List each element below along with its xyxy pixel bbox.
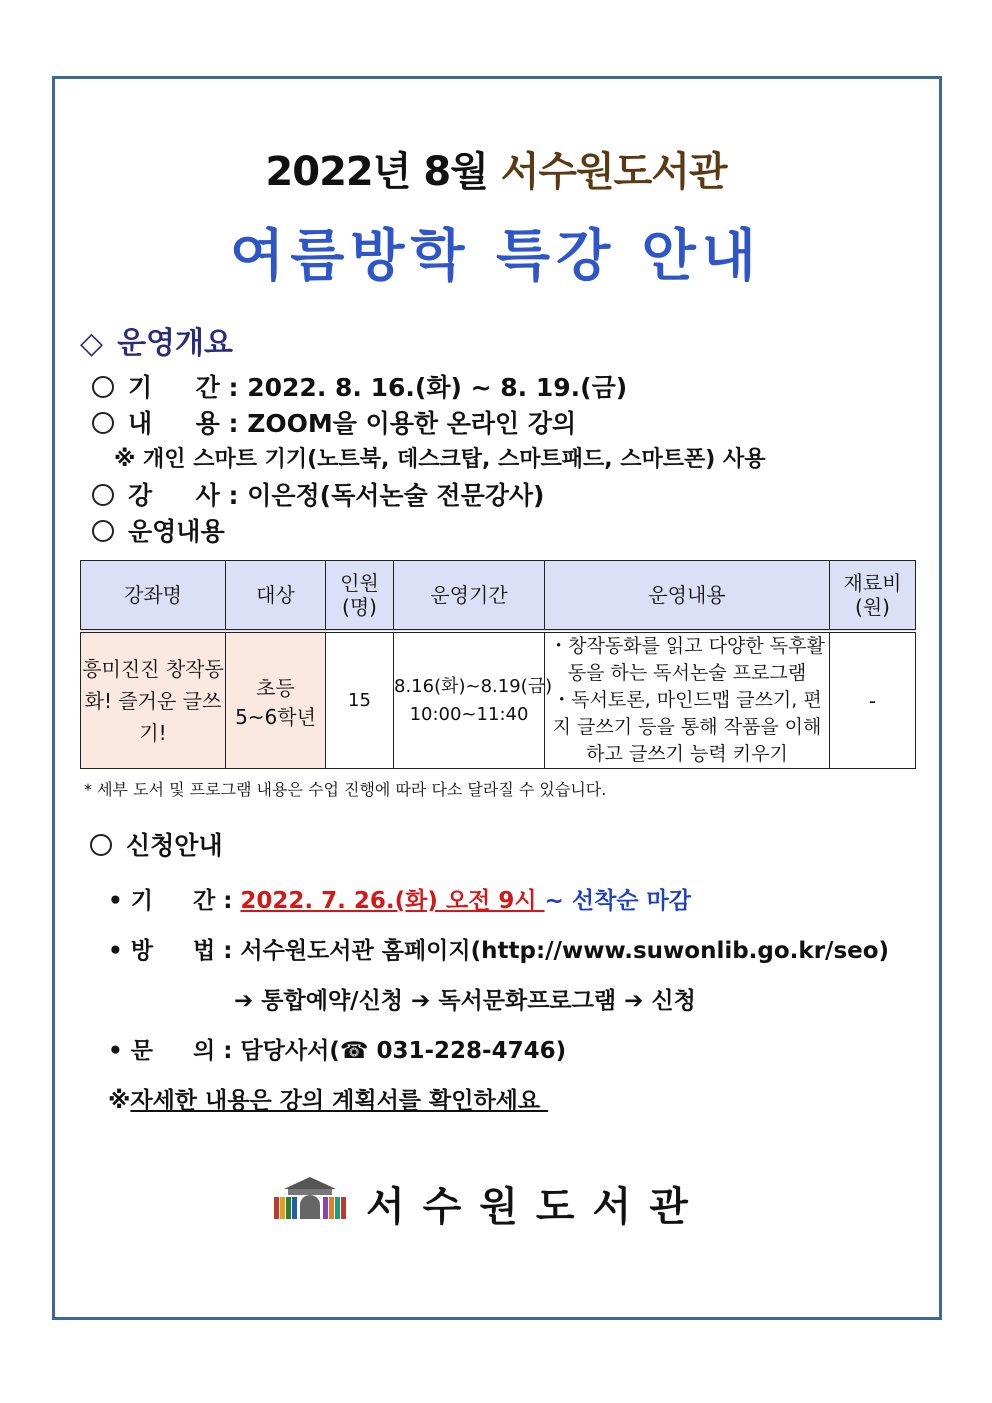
apply-period-value: 2022. 7. 26.(화) 오전 9시 — [240, 888, 545, 914]
table-footnote: * 세부 도서 및 프로그램 내용은 수업 진행에 따라 다소 달라질 수 있습니다. — [84, 780, 607, 799]
apply-method-label: 방 법 — [130, 938, 216, 964]
target-line-1: 초등 — [256, 675, 295, 700]
overview-heading — [80, 318, 233, 362]
diamond-icon: ◇ — [80, 326, 104, 361]
target-line-2: 5~6학년 — [235, 704, 316, 729]
notice-line — [108, 1082, 548, 1115]
period-line: 기 간 : 2022. 8. 16.(화) ~ 8. 19.(금) — [92, 368, 627, 404]
course-name: 흥미진진 창작동화! 즐거운 글쓰기! — [81, 631, 226, 769]
arrow-right-icon: ➔ — [234, 988, 254, 1014]
library-gate-icon — [270, 1175, 350, 1221]
apply-period-label: 기 간 — [130, 888, 216, 914]
col-period: 운영기간 — [394, 561, 545, 632]
apply-path-line — [234, 982, 696, 1015]
circle-bullet-icon — [90, 834, 112, 856]
course-fee: - — [830, 631, 916, 769]
apply-inquiry-value: 담당사서(☎ 031-228-4746) — [240, 1038, 567, 1064]
notice-text: 자세한 내용은 강의 계획서를 확인하세요 — [130, 1088, 549, 1114]
col-count: 인원 (명) — [326, 561, 394, 632]
reference-mark: ※ — [108, 1088, 131, 1114]
device-note: ※ 개인 스마트 기기(노트북, 데스크탑, 스마트패드, 스마트폰) 사용 — [114, 447, 766, 472]
path-step-3: 신청 — [651, 988, 696, 1014]
content-item-1: ・창작동화를 읽고 다양한 독후활동을 하는 독서논술 프로그램 — [549, 635, 825, 684]
apply-method-value: 서수원도서관 홈페이지(http://www.suwonlib.go.kr/seo) — [240, 938, 890, 964]
apply-heading — [90, 826, 223, 862]
period-label: 기 간 — [128, 373, 220, 402]
instructor-label: 강 사 — [128, 481, 220, 510]
title-year-month: 2022년 8월 — [265, 149, 488, 195]
apply-inquiry-line: • 문 의 : 담당사서(☎ 031-228-4746) — [108, 1038, 567, 1064]
period-time: 10:00~11:40 — [409, 703, 529, 725]
instructor-line: 강 사 : 이은정(독서논술 전문강사) — [92, 476, 544, 512]
col-target: 대상 — [226, 561, 326, 632]
bullet-icon: • — [108, 888, 131, 914]
period-value: 2022. 8. 16.(화) ~ 8. 19.(금) — [247, 373, 628, 402]
circle-bullet-icon — [92, 412, 114, 434]
content-item-2: ・독서토론, 마인드맵 글쓰기, 편지 글쓰기 등을 통해 작품을 이해하고 글쓰기 능력 키우기 — [552, 689, 822, 765]
library-name: 서수원도서관 — [366, 1184, 706, 1230]
circle-bullet-icon — [92, 520, 114, 542]
col-fee: 재료비 (원) — [830, 561, 916, 632]
course-count: 15 — [326, 631, 394, 769]
table-row — [81, 631, 916, 769]
ops-label: 운영내용 — [128, 517, 225, 546]
course-content — [545, 631, 830, 769]
apply-heading-text: 신청안내 — [126, 831, 223, 860]
bullet-icon: • — [108, 1038, 131, 1064]
col-content: 운영내용 — [545, 561, 830, 632]
course-period — [394, 631, 553, 769]
content-line: 내 용 : ZOOM을 이용한 온라인 강의 — [92, 404, 576, 440]
program-table — [80, 560, 916, 769]
table-header-row — [81, 561, 916, 632]
title-library: 서수원도서관 — [500, 149, 727, 195]
period-dates: 8.16(화)~8.19(금) — [394, 675, 553, 697]
col-course-name: 강좌명 — [81, 561, 226, 632]
title-line-1 — [0, 140, 992, 197]
arrow-right-icon: ➔ — [411, 988, 431, 1014]
path-step-1: 통합예약/신청 — [261, 988, 404, 1014]
ops-line — [92, 512, 225, 548]
apply-period-tail: ~ 선착순 마감 — [544, 888, 691, 914]
circle-bullet-icon — [92, 484, 114, 506]
bullet-icon: • — [108, 938, 131, 964]
apply-inquiry-label: 문 의 — [130, 1038, 216, 1064]
content-value: ZOOM을 이용한 온라인 강의 — [247, 409, 577, 438]
circle-bullet-icon — [92, 376, 114, 398]
content-label: 내 용 — [128, 409, 220, 438]
course-target — [226, 631, 326, 769]
overview-heading-text: 운영개요 — [117, 326, 233, 361]
instructor-value: 이은정(독서논술 전문강사) — [247, 481, 545, 510]
apply-period-line: • 기 간 : 2022. 7. 26.(화) 오전 9시 ~ 선착순 마감 — [108, 888, 691, 914]
page-title: 여름방학 특강 안내 — [230, 224, 762, 289]
arrow-right-icon: ➔ — [624, 988, 644, 1014]
path-step-2: 독서문화프로그램 — [438, 988, 617, 1014]
apply-method-line: • 방 법 : 서수원도서관 홈페이지(http://www.suwonlib.go.kr/seo) — [108, 938, 890, 964]
